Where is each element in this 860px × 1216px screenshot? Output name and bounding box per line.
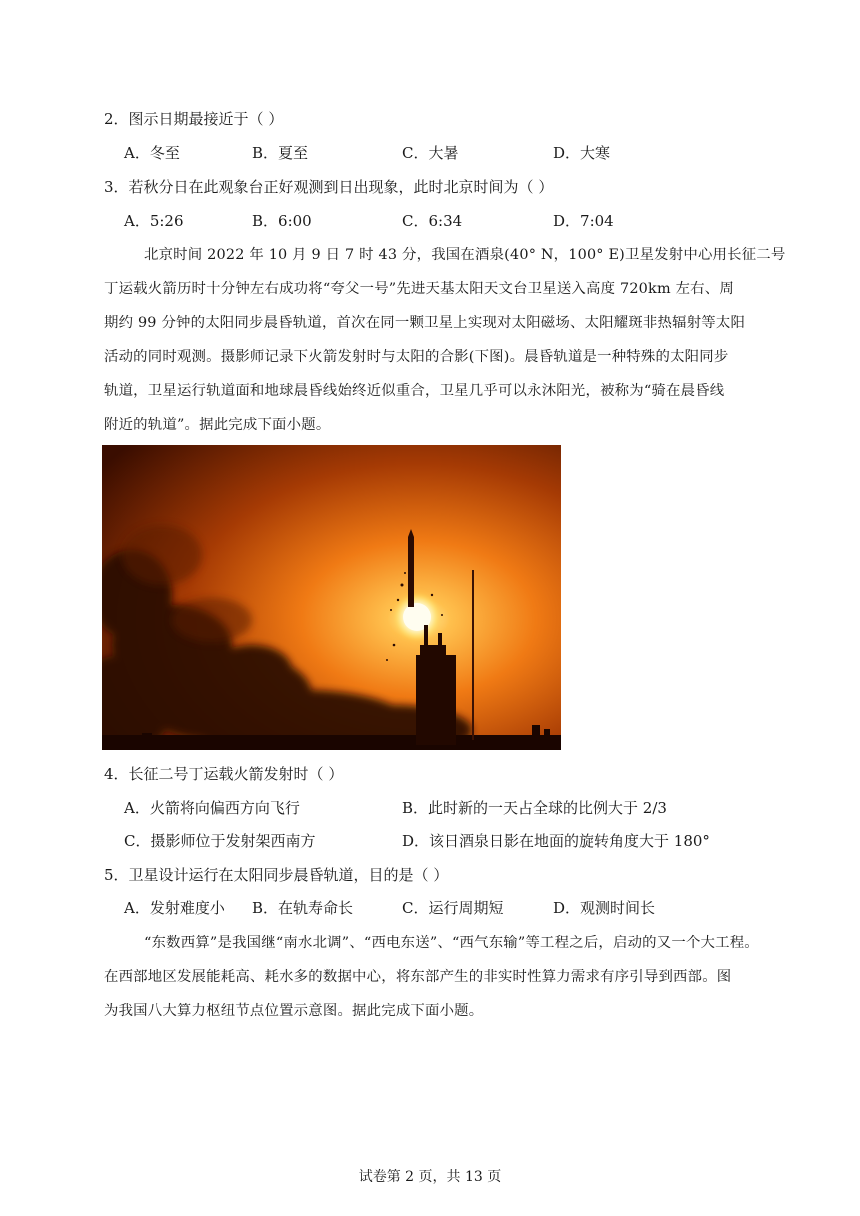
q4-option-a: A．火箭将向偏西方向飞行 — [124, 799, 300, 817]
passage1-line: 期约 99 分钟的太阳同步晨昏轨道，首次在同一颗卫星上实现对太阳磁场、太阳耀斑非热辐射等太阳 — [104, 315, 746, 331]
q5-option-d: D．观测时间长 — [553, 899, 656, 917]
q4-option-c: C．摄影师位于发射架西南方 — [124, 832, 316, 850]
passage2-line: 在西部地区发展能耗高、耗水多的数据中心，将东部产生的非实时性算力需求有序引导到西部。图 — [104, 969, 732, 985]
q3-stem: 3．若秋分日在此观象台正好观测到日出现象，此时北京时间为（ ） — [104, 178, 554, 196]
page-footer: 试卷第 2 页，共 13 页 — [358, 1169, 502, 1185]
passage1-line: 活动的同时观测。摄影师记录下火箭发射时与太阳的合影(下图)。晨昏轨道是一种特殊的太阳同步 — [104, 349, 729, 365]
q3-option-b: B．6:00 — [252, 212, 312, 230]
q4-stem: 4．长征二号丁运载火箭发射时（ ） — [104, 765, 344, 783]
passage1-line: 丁运载火箭历时十分钟左右成功将“夸父一号”先进天基太阳天文台卫星送入高度 720km 左右、周 — [104, 281, 734, 297]
passage1-line: 附近的轨道”。据此完成下面小题。 — [104, 417, 331, 433]
q5-stem: 5．卫星设计运行在太阳同步晨昏轨道，目的是（ ） — [104, 866, 449, 884]
passage2-line: “东数西算”是我国继“南水北调”、“西电东送”、“西气东输”等工程之后，启动的又一个大工程。 — [144, 935, 759, 951]
q2-option-c: C．大暑 — [402, 144, 459, 162]
q4-option-b: B．此时新的一天占全球的比例大于 2/3 — [402, 799, 667, 817]
passage1-line: 北京时间 2022 年 10 月 9 日 7 时 43 分，我国在酒泉(40° N，100° E)卫星发射中心用长征二号 — [144, 247, 786, 263]
passage1-line: 轨道，卫星运行轨道面和地球晨昏线始终近似重合，卫星几乎可以永沐阳光，被称为“骑在晨昏线 — [104, 383, 725, 399]
q4-option-d: D．该日酒泉日影在地面的旋转角度大于 180° — [402, 832, 710, 850]
rocket-launch-photo — [102, 445, 561, 750]
q2-stem: 2．图示日期最接近于（ ） — [104, 110, 284, 128]
passage2-line: 为我国八大算力枢纽节点位置示意图。据此完成下面小题。 — [104, 1003, 484, 1019]
q2-option-d: D．大寒 — [553, 144, 611, 162]
q5-option-a: A．发射难度小 — [124, 899, 225, 917]
q5-option-c: C．运行周期短 — [402, 899, 504, 917]
q3-option-c: C．6:34 — [402, 212, 463, 230]
q2-option-a: A．冬至 — [124, 144, 180, 162]
q3-option-a: A．5:26 — [124, 212, 184, 230]
q2-option-b: B．夏至 — [252, 144, 309, 162]
q5-option-b: B．在轨寿命长 — [252, 899, 354, 917]
q3-option-d: D．7:04 — [553, 212, 614, 230]
